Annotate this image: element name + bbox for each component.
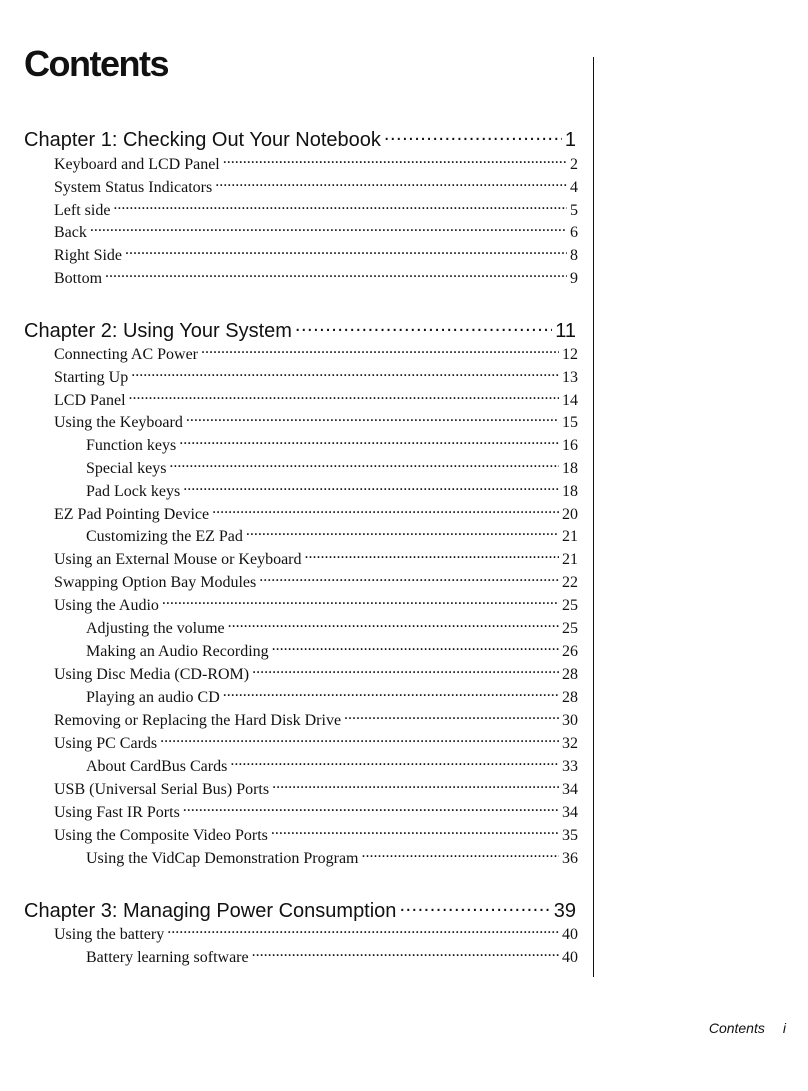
- dot-leader: [252, 663, 559, 679]
- dot-leader: [183, 801, 559, 817]
- toc-entry[interactable]: [54, 176, 578, 198]
- toc-subentry[interactable]: [86, 480, 578, 502]
- entry-text: Connecting AC Power: [54, 346, 198, 363]
- entry-page-number: 30: [562, 712, 578, 729]
- chapter-1-heading[interactable]: [24, 126, 576, 152]
- chapter-2-heading[interactable]: [24, 317, 576, 343]
- toc-entry[interactable]: [54, 923, 578, 945]
- entry-text: Swapping Option Bay Modules: [54, 574, 257, 591]
- entry-text: Back: [54, 224, 87, 241]
- entry-page-number: 12: [562, 346, 578, 363]
- dot-leader: [212, 503, 559, 519]
- entry-text: Function keys: [86, 437, 177, 454]
- entry-text: Starting Up: [54, 369, 129, 386]
- entry-page-number: 2: [570, 156, 578, 173]
- entry-text: Adjusting the volume: [86, 620, 225, 637]
- dot-leader: [105, 267, 567, 283]
- entry-page-number: 28: [562, 666, 578, 683]
- entry-page-number: 15: [562, 414, 578, 431]
- dot-leader: [162, 594, 559, 610]
- toc-entry[interactable]: [54, 801, 578, 823]
- entry-text: System Status Indicators: [54, 179, 213, 196]
- entry-text: Using the VidCap Demonstration Program: [86, 850, 359, 867]
- dot-leader: [129, 389, 559, 405]
- toc-entry[interactable]: [54, 199, 578, 221]
- dot-leader: [223, 153, 567, 169]
- dot-leader: [384, 126, 562, 146]
- entry-page-number: 25: [562, 597, 578, 614]
- toc-entry[interactable]: [54, 732, 578, 754]
- entry-page-number: 35: [562, 827, 578, 844]
- entry-text: Making an Audio Recording: [86, 643, 269, 660]
- entry-page-number: 4: [570, 179, 578, 196]
- dot-leader: [271, 824, 559, 840]
- toc-entry[interactable]: [54, 244, 578, 266]
- dot-leader: [113, 199, 567, 215]
- entry-text: Bottom: [54, 270, 103, 287]
- toc-entry[interactable]: [54, 709, 578, 731]
- toc-entry[interactable]: [54, 503, 578, 525]
- toc-entry[interactable]: [54, 663, 578, 685]
- dot-leader: [272, 640, 559, 656]
- entry-page-number: 28: [562, 689, 578, 706]
- entry-page-number: 22: [562, 574, 578, 591]
- toc-entry[interactable]: [54, 594, 578, 616]
- entry-page-number: 18: [562, 483, 578, 500]
- chapter-title: Chapter 2: Using Your System: [24, 320, 292, 342]
- entry-text: Special keys: [86, 460, 167, 477]
- entry-text: EZ Pad Pointing Device: [54, 506, 210, 523]
- toc-entry[interactable]: [54, 153, 578, 175]
- toc-entry[interactable]: [54, 411, 578, 433]
- dot-leader: [252, 946, 559, 962]
- entry-page-number: 13: [562, 369, 578, 386]
- dot-leader: [90, 221, 567, 237]
- dot-leader: [305, 548, 560, 564]
- entry-text: Using the Keyboard: [54, 414, 183, 431]
- toc-entry[interactable]: [54, 548, 578, 570]
- entry-text: Using an External Mouse or Keyboard: [54, 551, 302, 568]
- dot-leader: [230, 755, 559, 771]
- toc-entry[interactable]: [54, 824, 578, 846]
- entry-text: USB (Universal Serial Bus) Ports: [54, 781, 270, 798]
- dot-leader: [160, 732, 559, 748]
- toc-subentry[interactable]: [86, 847, 578, 869]
- entry-text: Left side: [54, 202, 111, 219]
- dot-leader: [272, 778, 559, 794]
- toc-subentry[interactable]: [86, 434, 578, 456]
- page-title: Contents: [24, 43, 168, 84]
- entry-page-number: 21: [562, 528, 578, 545]
- entry-text: About CardBus Cards: [86, 758, 228, 775]
- entry-page-number: 33: [562, 758, 578, 775]
- chapter-page-number: 39: [553, 900, 576, 922]
- toc-subentry[interactable]: [86, 686, 578, 708]
- entry-text: Using the battery: [54, 926, 165, 943]
- entry-page-number: 25: [562, 620, 578, 637]
- dot-leader: [131, 366, 559, 382]
- entry-page-number: 40: [562, 926, 578, 943]
- entry-page-number: 40: [562, 949, 578, 966]
- page-footer: [709, 1020, 786, 1036]
- entry-text: Battery learning software: [86, 949, 249, 966]
- footer-label: Contents: [708, 1020, 765, 1036]
- toc-subentry[interactable]: [86, 640, 578, 662]
- toc-entry[interactable]: [54, 571, 578, 593]
- dot-leader: [186, 411, 559, 427]
- dot-leader: [167, 923, 559, 939]
- toc-entry[interactable]: [54, 366, 578, 388]
- dot-leader: [362, 847, 560, 863]
- dot-leader: [125, 244, 567, 260]
- entry-page-number: 5: [570, 202, 578, 219]
- entry-text: LCD Panel: [54, 392, 126, 409]
- dot-leader: [179, 434, 559, 450]
- entry-page-number: 6: [570, 224, 578, 241]
- entry-text: Pad Lock keys: [86, 483, 181, 500]
- entry-text: Using PC Cards: [54, 735, 158, 752]
- toc-subentry[interactable]: [86, 457, 578, 479]
- entry-page-number: 34: [562, 804, 578, 821]
- entry-text: Using Disc Media (CD-ROM): [54, 666, 250, 683]
- dot-leader: [169, 457, 559, 473]
- toc-entry[interactable]: [54, 221, 578, 243]
- dot-leader: [259, 571, 559, 587]
- vertical-rule: [593, 57, 594, 977]
- entry-page-number: 9: [570, 270, 578, 287]
- entry-page-number: 21: [562, 551, 578, 568]
- chapter-title: Chapter 1: Checking Out Your Notebook: [24, 129, 381, 151]
- dot-leader: [223, 686, 559, 702]
- toc-subentry[interactable]: [86, 525, 578, 547]
- chapter-page-number: 11: [555, 320, 576, 342]
- entry-text: Using the Composite Video Ports: [54, 827, 268, 844]
- dot-leader: [228, 617, 559, 633]
- dot-leader: [183, 480, 559, 496]
- entry-page-number: 8: [570, 247, 578, 264]
- toc-subentry[interactable]: [86, 617, 578, 639]
- toc-entry[interactable]: [54, 343, 578, 365]
- dot-leader: [399, 897, 550, 917]
- entry-text: Removing or Replacing the Hard Disk Drive: [54, 712, 342, 729]
- entry-page-number: 14: [562, 392, 578, 409]
- footer-page-number: i: [782, 1020, 786, 1036]
- entry-page-number: 32: [562, 735, 578, 752]
- dot-leader: [215, 176, 567, 192]
- entry-page-number: 18: [562, 460, 578, 477]
- entry-text: Keyboard and LCD Panel: [54, 156, 220, 173]
- dot-leader: [246, 525, 559, 541]
- entry-text: Using Fast IR Ports: [54, 804, 180, 821]
- dot-leader: [344, 709, 559, 725]
- chapter-title: Chapter 3: Managing Power Consumption: [24, 900, 397, 922]
- entry-text: Right Side: [54, 247, 123, 264]
- chapter-page-number: 1: [564, 129, 576, 151]
- entry-page-number: 34: [562, 781, 578, 798]
- toc-subentry[interactable]: [86, 946, 578, 968]
- toc-entry[interactable]: [54, 267, 578, 289]
- toc-entry[interactable]: [54, 389, 578, 411]
- entry-page-number: 16: [562, 437, 578, 454]
- entry-text: Playing an audio CD: [86, 689, 220, 706]
- entry-page-number: 26: [562, 643, 578, 660]
- dot-leader: [201, 343, 559, 359]
- entry-text: Using the Audio: [54, 597, 159, 614]
- dot-leader: [295, 317, 552, 337]
- toc-subentry[interactable]: [86, 755, 578, 777]
- entry-page-number: 36: [562, 850, 578, 867]
- chapter-3-heading[interactable]: [24, 897, 576, 923]
- toc-entry[interactable]: [54, 778, 578, 800]
- entry-page-number: 20: [562, 506, 578, 523]
- entry-text: Customizing the EZ Pad: [86, 528, 243, 545]
